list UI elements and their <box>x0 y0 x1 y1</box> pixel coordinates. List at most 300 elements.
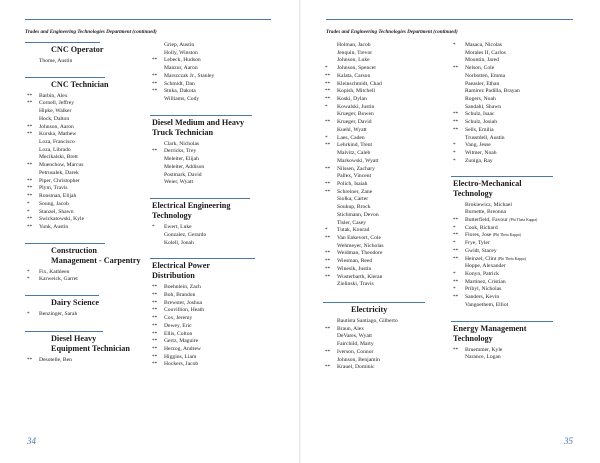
honor-mark: ** <box>152 72 158 79</box>
list-item <box>325 250 441 258</box>
list-item <box>453 347 580 355</box>
list-item <box>325 127 441 135</box>
student-name: Pribyl, Nicholas <box>465 286 502 293</box>
list-item <box>325 150 441 158</box>
list-item <box>325 281 441 289</box>
honor-mark: * <box>325 227 328 234</box>
honor-mark: * <box>453 42 456 48</box>
student-name: Thome, Austin <box>39 58 73 64</box>
section-energy-management-technology <box>453 321 580 362</box>
student-name: Bruemmer, Kyle <box>465 346 503 353</box>
section-continued <box>152 42 280 104</box>
list-item <box>453 217 580 225</box>
section-title: Construction <box>51 245 97 255</box>
list-item <box>152 179 280 187</box>
honor-mark: ** <box>152 345 158 352</box>
name-list <box>27 58 149 66</box>
list-item <box>152 284 280 292</box>
section-title: Technology <box>453 333 493 343</box>
list-item <box>152 224 280 232</box>
student-name: Yunk, Austin <box>39 223 69 230</box>
list-item <box>325 189 441 197</box>
student-name: Griep, Austin <box>164 42 195 48</box>
list-item <box>325 220 441 228</box>
student-name: Boehnlein, Zach <box>164 284 201 291</box>
student-name: Bautista Santiago, Gilberto <box>337 318 398 324</box>
list-item <box>325 364 441 372</box>
list-item <box>27 100 149 108</box>
list-item <box>325 266 441 274</box>
student-name: Johnson, Aaron <box>39 123 74 130</box>
list-item <box>453 104 580 112</box>
list-item <box>27 124 149 132</box>
student-name: Polich, Isaiah <box>337 180 368 187</box>
list-item <box>453 209 580 217</box>
section-diesel-medium-and-heavy-truck-technician <box>152 115 280 187</box>
list-item <box>453 286 580 294</box>
list-item <box>325 57 441 65</box>
list-item <box>325 258 441 266</box>
student-name: Stichmann, Devon <box>337 211 379 218</box>
student-name: Fairchild, Marty <box>337 341 374 348</box>
student-name: Vang, Jesse <box>465 142 491 149</box>
list-item <box>27 216 149 224</box>
section-title: Truck Technician <box>152 127 214 137</box>
honor-mark: ** <box>152 353 158 360</box>
section-rule <box>25 77 105 78</box>
honor-mark: ** <box>27 216 33 223</box>
list-item <box>152 42 280 50</box>
student-name: Pallex, Vincent <box>337 173 372 180</box>
list-item <box>453 57 580 65</box>
student-name: Schmidt, Dan <box>164 80 195 87</box>
student-name: Boh, Brandon <box>164 291 196 298</box>
list-item <box>325 88 441 96</box>
student-name: Stanzel, Shawn <box>39 208 74 215</box>
list-item <box>453 256 580 264</box>
list-item <box>152 164 280 172</box>
honor-mark: ** <box>325 119 331 126</box>
honor-mark: ** <box>152 291 158 298</box>
honor-mark: * <box>453 224 456 231</box>
honor-mark: ** <box>152 80 158 87</box>
list-item <box>27 147 149 155</box>
list-item <box>453 111 580 119</box>
list-item <box>453 225 580 233</box>
honor-mark: * <box>152 224 155 231</box>
honor-mark: ** <box>152 338 158 345</box>
student-name: Jenquin, Trevor <box>337 49 373 56</box>
list-item <box>453 81 580 89</box>
list-item <box>325 96 441 104</box>
student-name: Krauel, Dominic <box>337 364 375 371</box>
list-item <box>27 311 149 319</box>
list-item <box>453 240 580 248</box>
name-list <box>152 224 280 247</box>
student-name: DeVares, Wyatt <box>337 333 372 340</box>
list-item <box>453 127 580 135</box>
student-name: Kowalski, Justin <box>337 103 375 110</box>
list-item <box>27 170 149 178</box>
student-name: Plym, Travis <box>39 185 68 192</box>
honor-mark: ** <box>325 258 331 265</box>
list-item <box>152 307 280 315</box>
list-item <box>152 354 280 362</box>
student-name: Schreiner, Zane <box>337 188 373 195</box>
honor-mark: ** <box>453 216 459 223</box>
student-name: Weier, Wyatt <box>164 179 194 186</box>
list-item <box>27 108 149 116</box>
student-name: Kuehl, Wyatt <box>337 126 367 133</box>
name-list <box>27 269 149 284</box>
list-item <box>152 50 280 58</box>
section-rule <box>25 331 103 332</box>
name-list <box>27 93 149 232</box>
student-name: Hoppe, Alexander <box>465 263 506 270</box>
list-item <box>453 232 580 240</box>
list-item <box>325 119 441 127</box>
page-header: Trades and Engineering Technologies Department (continued) <box>326 29 458 35</box>
student-name: Burnette, Breonna <box>465 209 507 216</box>
list-item <box>453 88 580 96</box>
list-item <box>325 243 441 251</box>
list-item <box>152 292 280 300</box>
student-name: Schulz, Isaac <box>465 111 495 118</box>
student-name: Kurska, Mathew <box>39 131 77 138</box>
section-title: CNC Technician <box>51 79 109 89</box>
student-name: Meleiter, Elijah <box>164 156 199 163</box>
student-name: Wehmeyer, Nicholas <box>337 242 384 249</box>
list-item <box>453 150 580 158</box>
list-item <box>453 73 580 81</box>
student-name: Hockers, Jacob <box>164 361 199 368</box>
section-rule <box>150 115 252 116</box>
list-item <box>325 73 441 81</box>
honor-mark: * <box>27 268 30 275</box>
student-name: Holly, Winston <box>164 49 198 56</box>
list-item <box>453 294 580 302</box>
student-name: Butterfield, Favour <box>465 216 508 223</box>
section-rule <box>25 295 99 296</box>
list-item <box>152 232 280 240</box>
honor-note: (Phi Theta Kappa) <box>497 256 526 261</box>
student-name: Lehrkind, Trent <box>337 142 373 149</box>
honor-mark: ** <box>27 162 33 169</box>
student-name: Mountin, Jared <box>465 57 499 64</box>
section-continued <box>453 42 580 166</box>
student-name: Brokiewicz, Michael <box>465 201 512 208</box>
name-list <box>152 284 280 369</box>
name-list <box>152 141 280 187</box>
name-list <box>27 357 149 365</box>
list-item <box>453 354 580 362</box>
section-electro-mechanical-technology <box>453 176 580 310</box>
section-cnc-operator <box>27 42 149 66</box>
honor-mark: ** <box>453 255 459 262</box>
list-item <box>453 302 580 310</box>
name-list <box>453 42 580 166</box>
page-number: 34 <box>27 436 36 446</box>
student-name: Gwidt, Stacey <box>465 247 497 254</box>
list-item <box>453 271 580 279</box>
student-name: Swickatowski, Kyle <box>39 216 85 223</box>
list-item <box>325 204 441 212</box>
honor-mark: * <box>325 65 328 72</box>
honor-mark: * <box>27 311 30 318</box>
student-name: Gonzalez, Gerardo <box>164 231 207 238</box>
honor-note: (Phi Theta Kappa) <box>509 217 538 222</box>
right-page <box>300 0 600 463</box>
student-name: Witmer, Noah <box>465 150 497 157</box>
section-title: Distribution <box>152 271 195 281</box>
section-continued <box>325 42 441 289</box>
student-name: Krueger, Bowen <box>337 111 374 118</box>
honor-mark: ** <box>325 180 331 187</box>
section-title: Electrical Engineering <box>152 201 231 211</box>
page-header: Trades and Engineering Technologies Department (continued) <box>25 29 157 35</box>
student-name: Couvillion, Heath <box>164 307 205 314</box>
section-title: Electrical Power <box>152 261 210 271</box>
honor-mark: * <box>325 103 328 110</box>
header-rule <box>326 19 573 20</box>
student-name: Williams, Cody <box>164 96 200 103</box>
list-item <box>325 166 441 174</box>
student-name: Piper, Christopher <box>39 177 80 184</box>
student-name: Gertz, Maguire <box>164 338 199 345</box>
list-item <box>152 73 280 81</box>
section-electrical-engineering-technology <box>152 198 280 247</box>
name-list <box>27 311 149 319</box>
student-name: Schulz, Josiah <box>465 119 498 126</box>
honor-mark: ** <box>27 100 33 107</box>
honor-mark: ** <box>152 307 158 314</box>
list-item <box>325 50 441 58</box>
list-item <box>325 235 441 243</box>
list-item <box>152 361 280 369</box>
honor-mark: ** <box>453 232 459 239</box>
honor-mark: ** <box>325 88 331 95</box>
list-item <box>152 346 280 354</box>
list-item <box>27 116 149 124</box>
student-name: Braun, Alex <box>337 325 365 332</box>
honor-mark: ** <box>325 348 331 355</box>
list-item <box>152 338 280 346</box>
honor-mark: ** <box>325 80 331 87</box>
honor-mark: ** <box>27 193 33 200</box>
student-name: Benzinger, Sarah <box>39 311 78 318</box>
list-item <box>152 148 280 156</box>
name-list <box>325 318 441 372</box>
student-name: Hock, Dalton <box>39 115 70 122</box>
honor-mark: ** <box>27 123 33 130</box>
honor-mark: ** <box>152 299 158 306</box>
student-name: Higgins, Liam <box>164 353 197 360</box>
list-item <box>152 300 280 308</box>
student-name: Laes, Caden <box>337 134 365 141</box>
left-column-2 <box>152 42 280 369</box>
section-title: Technology <box>453 188 493 198</box>
honor-mark: ** <box>152 361 158 368</box>
honor-mark: ** <box>453 119 459 126</box>
list-item <box>27 276 149 284</box>
section-title: Technology <box>152 211 192 221</box>
list-item <box>152 156 280 164</box>
list-item <box>325 173 441 181</box>
list-item <box>453 42 580 50</box>
honor-mark: ** <box>27 92 33 99</box>
honor-mark: ** <box>325 273 331 280</box>
honor-mark: * <box>27 200 30 207</box>
section-construction-management-carpentry <box>27 243 149 284</box>
student-name: Barbin, Alex <box>39 92 68 99</box>
list-item <box>27 131 149 139</box>
student-name: Rogers, Noah <box>465 96 496 103</box>
student-name: Frye, Tyler <box>465 240 490 247</box>
list-item <box>325 142 441 150</box>
honor-mark: ** <box>325 265 331 272</box>
student-name: Clark, Nicholas <box>164 140 200 147</box>
list-item <box>152 172 280 180</box>
section-rule <box>451 176 553 177</box>
student-name: Marszczak Jr., Stanley <box>164 72 215 79</box>
list-item <box>152 331 280 339</box>
student-name: Heinzel, Clint <box>465 255 497 262</box>
student-name: Holman, Jacob <box>337 42 371 48</box>
honor-mark: ** <box>453 65 459 72</box>
list-item <box>27 269 149 277</box>
list-item <box>325 349 441 357</box>
student-name: Loza, Librado <box>39 146 71 153</box>
section-title: Equipment Technician <box>51 343 130 353</box>
student-name: Sandahl, Shawn <box>465 103 502 110</box>
honor-mark: ** <box>27 131 33 138</box>
student-name: Koski, Dylan <box>337 96 367 103</box>
section-electrical-power-distribution <box>152 258 280 369</box>
list-item <box>453 65 580 73</box>
list-item <box>325 227 441 235</box>
honor-mark: * <box>453 270 456 277</box>
student-name: Sells, Emilia <box>465 126 494 133</box>
section-rule <box>25 243 105 244</box>
student-name: Kalata, Carson <box>337 72 371 79</box>
student-name: Norbotten, Emma <box>465 72 506 79</box>
student-name: Sanders, Kevin <box>465 294 500 301</box>
list-item <box>325 104 441 112</box>
list-item <box>453 135 580 143</box>
student-name: Malvitz, Caleb <box>337 150 371 157</box>
section-title: Energy Management <box>453 323 527 333</box>
student-name: Derricks, Trey <box>164 148 197 155</box>
section-title: CNC Operator <box>51 45 104 54</box>
student-name: Masaca, Nicolas <box>465 42 502 48</box>
honor-mark: ** <box>27 177 33 184</box>
honor-mark: ** <box>152 315 158 322</box>
student-name: Nilssen, Zachary <box>337 165 375 172</box>
name-list <box>325 42 441 289</box>
student-name: Manzur, Aaron <box>164 65 198 72</box>
list-item <box>453 158 580 166</box>
honor-mark: ** <box>325 234 331 241</box>
list-item <box>152 88 280 96</box>
student-name: Wiesman, Reed <box>337 258 373 265</box>
list-item <box>453 119 580 127</box>
list-item <box>325 81 441 89</box>
list-item <box>453 142 580 150</box>
honor-note: (Phi Theta Kappa) <box>492 233 521 238</box>
honor-mark: ** <box>152 330 158 337</box>
honor-mark: ** <box>325 250 331 257</box>
student-name: Soung, Jacob <box>39 200 69 207</box>
list-item <box>325 181 441 189</box>
student-name: Mecikalski, Brett <box>39 154 78 161</box>
list-item <box>325 135 441 143</box>
section-electricity <box>325 302 441 372</box>
student-name: Lebeck, Hudson <box>164 57 201 64</box>
section-rule <box>323 302 425 303</box>
list-item <box>152 240 280 248</box>
list-item <box>27 162 149 170</box>
student-name: Kopish, Mitchell <box>337 88 375 95</box>
honor-mark: * <box>453 142 456 149</box>
honor-mark: ** <box>152 284 158 291</box>
section-title: Diesel Heavy <box>51 333 97 343</box>
list-item <box>325 212 441 220</box>
list-item <box>325 357 441 365</box>
honor-mark: ** <box>453 278 459 285</box>
student-name: Stnka, Dakota <box>164 88 196 95</box>
honor-mark: ** <box>27 185 33 192</box>
honor-mark: ** <box>152 148 158 155</box>
student-name: Brewster, Joshua <box>164 299 202 306</box>
section-title: Electro-Mechanical <box>453 178 522 188</box>
list-item <box>27 201 149 209</box>
name-list <box>453 202 580 310</box>
honor-mark: ** <box>27 356 33 363</box>
list-item <box>453 202 580 210</box>
student-name: Ewert, Luke <box>164 224 192 231</box>
honor-mark: ** <box>325 96 331 103</box>
honor-mark: ** <box>27 223 33 230</box>
honor-mark: ** <box>325 364 331 371</box>
list-item <box>27 357 149 365</box>
student-name: Desotelle, Ben <box>39 356 72 363</box>
student-name: Weidman, Theodore <box>337 250 383 257</box>
honor-mark: * <box>453 150 456 157</box>
honor-mark: * <box>27 276 30 283</box>
section-rule <box>451 321 553 322</box>
student-name: Flores, Jose <box>465 232 492 239</box>
student-name: Cox, Jeremy <box>164 315 193 322</box>
student-name: Johnson, Luke <box>337 57 370 64</box>
honor-mark: * <box>453 240 456 247</box>
student-name: Nelson, Cole <box>465 65 495 72</box>
student-name: Ramirez Padilla, Brayan <box>465 88 520 95</box>
name-list <box>152 42 280 104</box>
list-item <box>27 154 149 162</box>
student-name: Paeasler, Ethan <box>465 80 500 87</box>
list-item <box>27 178 149 186</box>
honor-mark: ** <box>325 165 331 172</box>
list-item <box>325 196 441 204</box>
honor-mark: * <box>453 157 456 164</box>
section-title: Diesel Medium and Heavy <box>152 117 245 127</box>
header-rule <box>25 19 271 20</box>
student-name: Tutak, Konrad <box>337 227 370 234</box>
section-title: Electricity <box>351 305 388 314</box>
section-dairy-science <box>27 295 149 319</box>
student-name: Zuniga, Ray <box>465 157 493 164</box>
list-item <box>152 315 280 323</box>
